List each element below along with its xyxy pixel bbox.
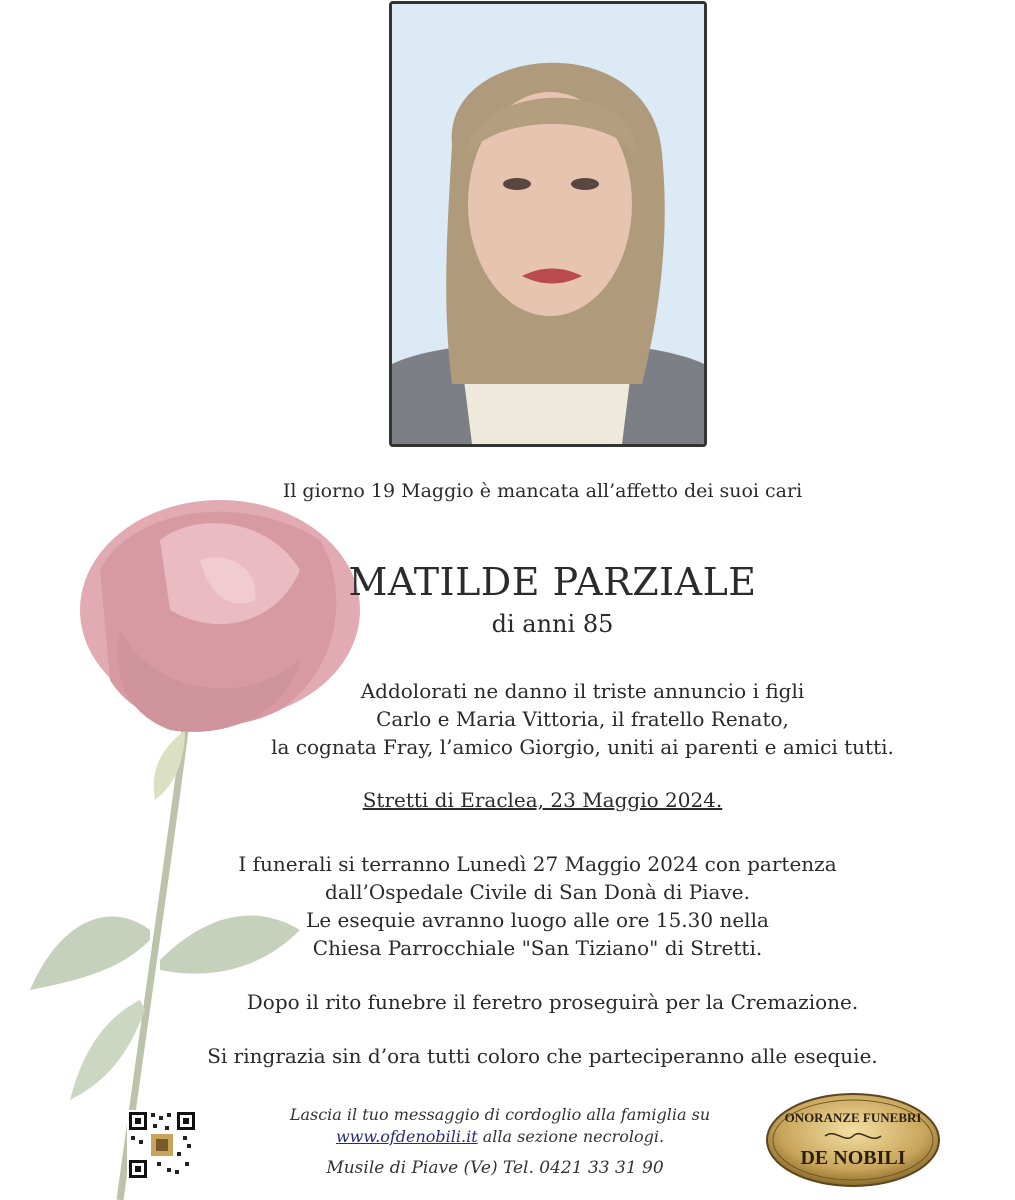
address-phone: Musile di Piave (Ve) Tel. 0421 33 31 90 <box>326 1158 664 1178</box>
announcement-line: Addolorati ne danno il triste annuncio i figli <box>360 679 805 703</box>
condolence-message <box>260 1104 740 1148</box>
funeral-line: Le esequie avranno luogo alle ore 15.30 nella <box>306 908 769 932</box>
announcement-line: Carlo e Maria Vittoria, il fratello Renato, <box>376 707 789 731</box>
announcement-line: la cognata Fray, l’amico Giorgio, uniti ai parenti e amici tutti. <box>271 735 894 759</box>
logo-bottom-text: DE NOBILI <box>800 1147 906 1169</box>
announcement <box>75 677 1015 761</box>
intro-text: Il giorno 19 Maggio è mancata all’affetto dei suoi cari <box>282 480 803 502</box>
condolence-tail: alla sezione necrologi. <box>477 1127 665 1146</box>
qr-code[interactable] <box>127 1110 197 1180</box>
website-link[interactable]: www.ofdenobili.it <box>335 1127 478 1146</box>
thanks-text: Si ringrazia sin d’ora tutti coloro che parteciperanno alle esequie. <box>207 1044 878 1068</box>
deceased-name: MATILDE PARZIALE <box>348 560 757 604</box>
funeral-line: I funerali si terranno Lunedì 27 Maggio 2024 con partenza <box>238 852 837 876</box>
place-date: Stretti di Eraclea, 23 Maggio 2024. <box>362 788 723 812</box>
portrait-photo <box>389 1 707 447</box>
deceased-age: di anni 85 <box>491 610 614 638</box>
condolence-link-line <box>260 1126 740 1148</box>
condolence-line: Lascia il tuo messaggio di cordoglio alla famiglia su <box>289 1105 711 1124</box>
funeral-info <box>30 850 1015 962</box>
logo-top-text: ONORANZE FUNEBRI <box>784 1110 922 1125</box>
funeral-line: Chiesa Parrocchiale "San Tiziano" di Stretti. <box>312 936 763 960</box>
de-nobili-logo <box>765 1092 941 1188</box>
funeral-line: dall’Ospedale Civile di San Donà di Piave. <box>325 880 750 904</box>
cremation-text: Dopo il rito funebre il feretro proseguirà per la Cremazione. <box>246 990 859 1014</box>
